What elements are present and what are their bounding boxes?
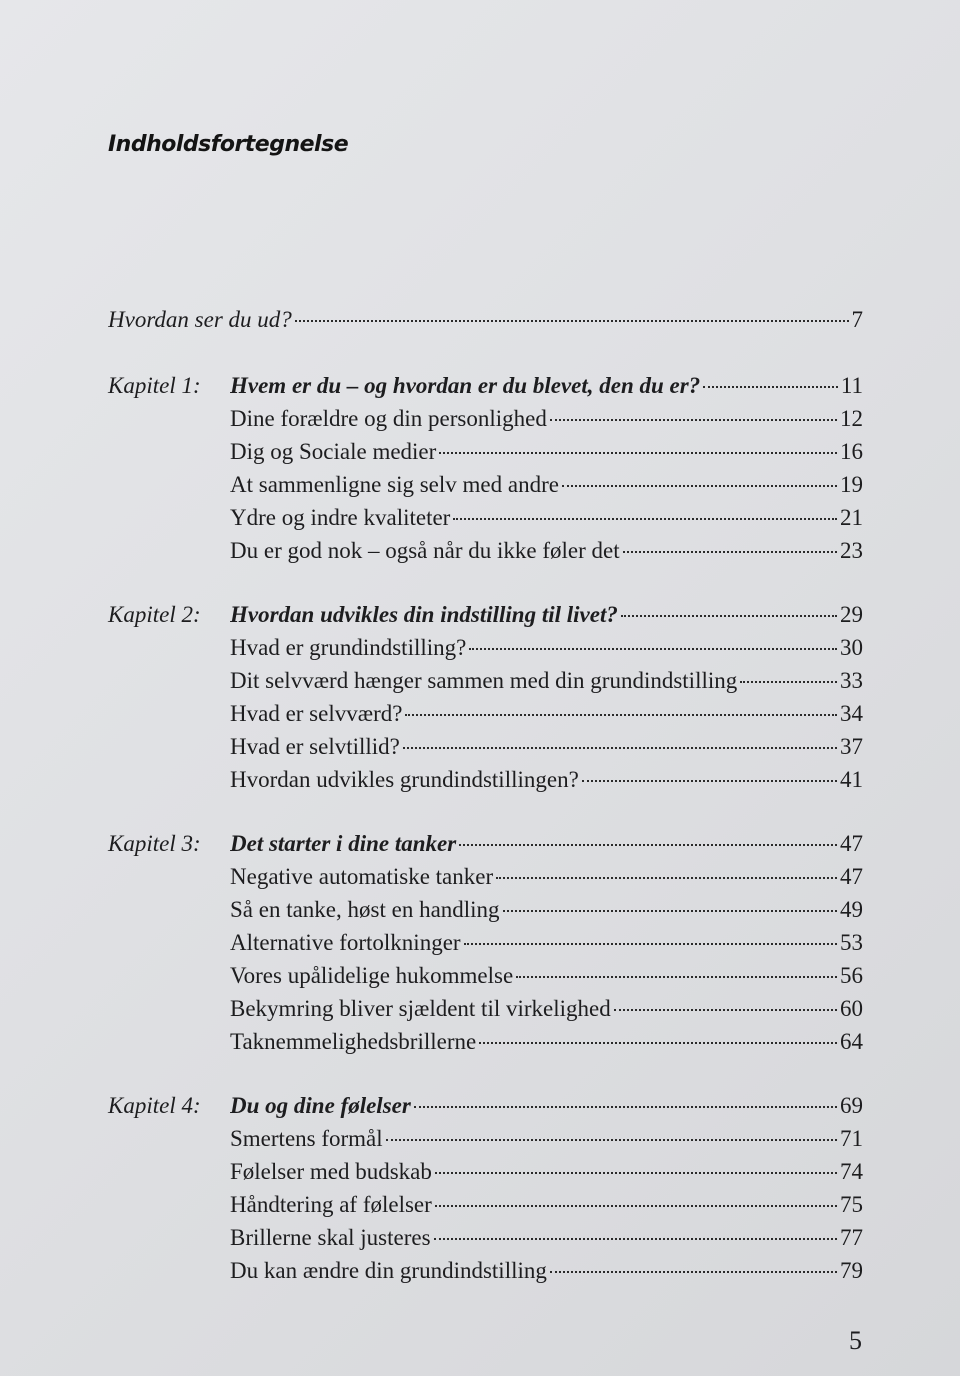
chapter-row [108, 1089, 863, 1122]
entry-page: 37 [840, 734, 863, 759]
entry-page: 29 [840, 602, 863, 627]
entry-page: 11 [840, 373, 863, 398]
section-row [108, 730, 863, 763]
section-row [108, 1025, 863, 1058]
toc-entry [108, 303, 863, 336]
dot-leader [582, 779, 837, 782]
chapter-label: Kapitel 2: [108, 602, 201, 627]
entry-page: 53 [840, 930, 863, 955]
chapter-title: Du og dine følelser [230, 1093, 411, 1118]
section-title: Hvad er grundindstilling? [230, 635, 467, 660]
chapter-row [108, 598, 863, 631]
dot-leader [453, 517, 837, 520]
entry-page: 79 [840, 1258, 863, 1283]
section-title: Taknemmelighedsbrillerne [230, 1029, 477, 1054]
entry-page: 64 [840, 1029, 863, 1054]
dot-leader [703, 385, 838, 388]
section-title: Vores upålidelige hukommelse [230, 963, 514, 988]
section-row [108, 959, 863, 992]
entry-page: 75 [840, 1192, 863, 1217]
table-of-contents [108, 303, 863, 1287]
entry-page: 19 [840, 472, 863, 497]
section-row [108, 468, 863, 501]
dot-leader [414, 1105, 837, 1108]
entry-page: 60 [840, 996, 863, 1021]
dot-leader [403, 746, 837, 749]
chapter-label: Kapitel 3: [108, 831, 201, 856]
section-title: Hvad er selvværd? [230, 701, 403, 726]
section-row [108, 664, 863, 697]
section-title: Dine forældre og din personlighed [230, 406, 547, 431]
entry-page: 7 [851, 307, 863, 332]
dot-leader [614, 1008, 837, 1011]
entry-page: 69 [840, 1093, 863, 1118]
dot-leader [740, 680, 837, 683]
section-row [108, 893, 863, 926]
entry-page: 23 [840, 538, 863, 563]
dot-leader [386, 1138, 837, 1141]
toc-entry [230, 369, 863, 402]
dot-leader [459, 843, 837, 846]
entry-page: 47 [840, 864, 863, 889]
section-title: Håndtering af følelser [230, 1192, 432, 1217]
dot-leader [621, 614, 837, 617]
entry-page: 56 [840, 963, 863, 988]
section-title: Negative automatiske tanker [230, 864, 494, 889]
dot-leader [550, 1270, 837, 1273]
section-row [108, 435, 863, 468]
dot-leader [295, 319, 849, 322]
chapter-label: Kapitel 1: [108, 373, 201, 398]
entry-page: 12 [840, 406, 863, 431]
section-row [108, 1155, 863, 1188]
section-title: Ydre og indre kvaliteter [230, 505, 451, 530]
entry-page: 21 [840, 505, 863, 530]
section-title: Følelser med budskab [230, 1159, 432, 1184]
entry-page: 77 [840, 1225, 863, 1250]
dot-leader [516, 975, 837, 978]
entry-page: 34 [840, 701, 863, 726]
section-title: Dig og Sociale medier [230, 439, 437, 464]
section-title: Hvad er selvtillid? [230, 734, 400, 759]
section-title: Hvordan udvikles grundindstillingen? [230, 767, 579, 792]
dot-leader [469, 647, 837, 650]
dot-leader [503, 909, 837, 912]
dot-leader [405, 713, 837, 716]
dot-leader [562, 484, 837, 487]
dot-leader [439, 451, 837, 454]
entry-page: 49 [840, 897, 863, 922]
chapter-title: Hvem er du – og hvordan er du blevet, den du er? [230, 373, 701, 398]
dot-leader [435, 1204, 837, 1207]
section-title: Alternative fortolkninger [230, 930, 461, 955]
page-heading: Indholdsfortegnelse [108, 132, 349, 157]
section-row [108, 926, 863, 959]
section-title: Bekymring bliver sjældent til virkelighed [230, 996, 611, 1021]
dot-leader [623, 550, 837, 553]
section-row [108, 402, 863, 435]
toc-intro-row [108, 303, 863, 336]
section-row [108, 1122, 863, 1155]
section-row [108, 860, 863, 893]
section-row [108, 697, 863, 730]
entry-page: 74 [840, 1159, 863, 1184]
entry-title: Hvordan ser du ud? [108, 307, 292, 332]
dot-leader [496, 876, 837, 879]
section-row [108, 534, 863, 567]
toc-entry [230, 827, 863, 860]
entry-page: 33 [840, 668, 863, 693]
chapter-row [108, 369, 863, 402]
section-title: Du kan ændre din grundindstilling [230, 1258, 547, 1283]
entry-page: 41 [840, 767, 863, 792]
chapter-label: Kapitel 4: [108, 1093, 201, 1118]
toc-entry [230, 1089, 863, 1122]
section-title: Så en tanke, høst en handling [230, 897, 500, 922]
toc-entry [230, 598, 863, 631]
entry-page: 47 [840, 831, 863, 856]
section-title: At sammenligne sig selv med andre [230, 472, 559, 497]
page-number: 5 [849, 1326, 862, 1355]
chapter-title: Det starter i dine tanker [230, 831, 457, 856]
dot-leader [479, 1041, 837, 1044]
dot-leader [435, 1171, 837, 1174]
section-title: Dit selvværd hænger sammen med din grundindstilling [230, 668, 738, 693]
section-row [108, 1188, 863, 1221]
chapter-title: Hvordan udvikles din indstilling til livet? [230, 602, 618, 627]
section-title: Smertens formål [230, 1126, 383, 1151]
entry-page: 71 [840, 1126, 863, 1151]
chapter-row [108, 827, 863, 860]
entry-page: 16 [840, 439, 863, 464]
section-row [108, 1221, 863, 1254]
section-row [108, 992, 863, 1025]
section-row [108, 1254, 863, 1287]
section-row [108, 501, 863, 534]
dot-leader [464, 942, 837, 945]
entry-page: 30 [840, 635, 863, 660]
section-row [108, 763, 863, 796]
dot-leader [550, 418, 837, 421]
section-title: Du er god nok – også når du ikke føler det [230, 538, 620, 563]
dot-leader [434, 1237, 837, 1240]
section-title: Brillerne skal justeres [230, 1225, 431, 1250]
section-row [108, 631, 863, 664]
